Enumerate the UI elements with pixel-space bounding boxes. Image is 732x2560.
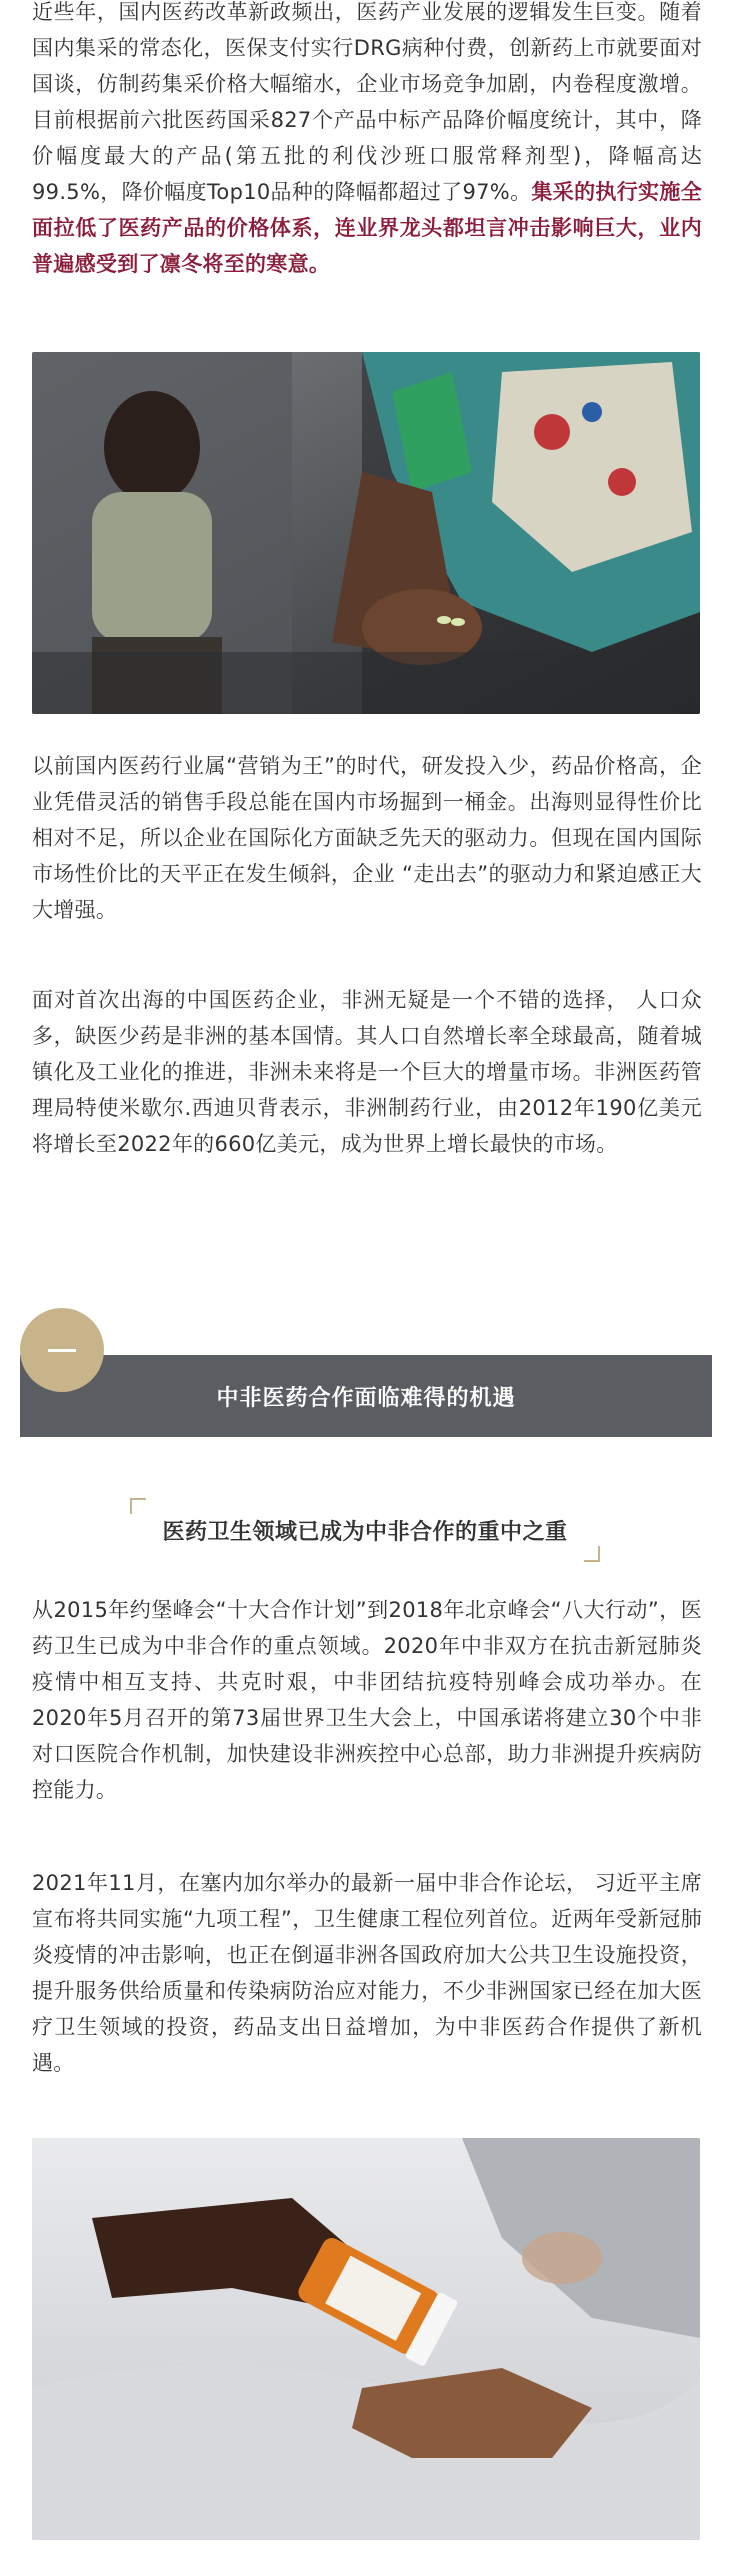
marketing-paragraph: 以前国内医药行业属“营销为王”的时代，研发投入少，药品价格高，企业凭借灵活的销售手段总能在国内市场掘到一桶金。出海则显得性价比相对不足，所以企业在国际化方面缺乏先天的驱动力。但现在国内国际市场性价比的天平正在发生倾斜，企业 “走出去”的驱动力和紧迫感正大大增强。 [32, 754, 702, 922]
bracket-bottom-right-icon [584, 1546, 600, 1562]
section-number-badge [20, 1308, 104, 1392]
pill-bottle-photo [32, 2138, 700, 2540]
forum-paragraph: 2021年11月，在塞内加尔举办的最新一届中非合作论坛， 习近平主席宣布将共同实施“九项工程”，卫生健康工程位列首位。近两年受新冠肺炎疫情的冲击影响，也正在倒逼非洲各国政府加大公共卫生设施投资，提升服务供给质量和传染病防治应对能力，不少非洲国家已经在加大医疗卫生领域的投资，药品支出日益增加，为中非医药合作提供了新机遇。 [32, 1871, 702, 2075]
intro-paragraph [32, 0, 702, 282]
section-header-bar [20, 1355, 712, 1437]
child-and-pills-photo [32, 352, 700, 714]
subheading-box [130, 1498, 600, 1562]
cooperation-paragraph: 从2015年约堡峰会“十大合作计划”到2018年北京峰会“八大行动”，医药卫生已成为中非合作的重点领域。2020年中非双方在抗击新冠肺炎疫情中相互支持、共克时艰，中非团结抗疫特别峰会成功举办。在2020年5月召开的第73届世界卫生大会上，中国承诺将建立30个中非对口医院合作机制，加快建设非洲疾控中心总部，助力非洲提升疾病防控能力。 [32, 1598, 702, 1802]
intro-text: 近些年，国内医药改革新政频出，医药产业发展的逻辑发生巨变。随着国内集采的常态化，医保支付实行DRG病种付费，创新药上市就要面对国谈，仿制药集采价格大幅缩水，企业市场竞争加剧，内卷程度激增。目前根据前六批医药国采827个产品中标产品降价幅度统计，其中，降价幅度最大的产品(第五批的利伐沙班口服常释剂型)，降幅高达 99.5%，降价幅度Top10品种的降幅都超过了97%。 [32, 0, 702, 204]
africa-market-paragraph: 面对首次出海的中国医药企业，非洲无疑是一个不错的选择， 人口众多，缺医少药是非洲的基本国情。其人口自然增长率全球最高，随着城镇化及工业化的推进，非洲未来将是一个巨大的增量市场。非洲医药管理局特使米歇尔.西迪贝背表示，非洲制药行业，由2012年190亿美元将增长至2022年的660亿美元，成为世界上增长最快的市场。 [32, 988, 702, 1156]
subheading-text: 医药卫生领域已成为中非合作的重中之重 [162, 1519, 568, 1545]
section-title: 中非医药合作面临难得的机遇 [216, 1385, 516, 1411]
bracket-top-left-icon [130, 1498, 146, 1514]
dash-icon [48, 1349, 76, 1352]
intro-emphasis-text: 集采的执行实施全面拉低了医药产品的价格体系，连业界龙头都坦言冲击影响巨大，业内普遍感受到了凛冬将至的寒意。 [32, 180, 703, 276]
